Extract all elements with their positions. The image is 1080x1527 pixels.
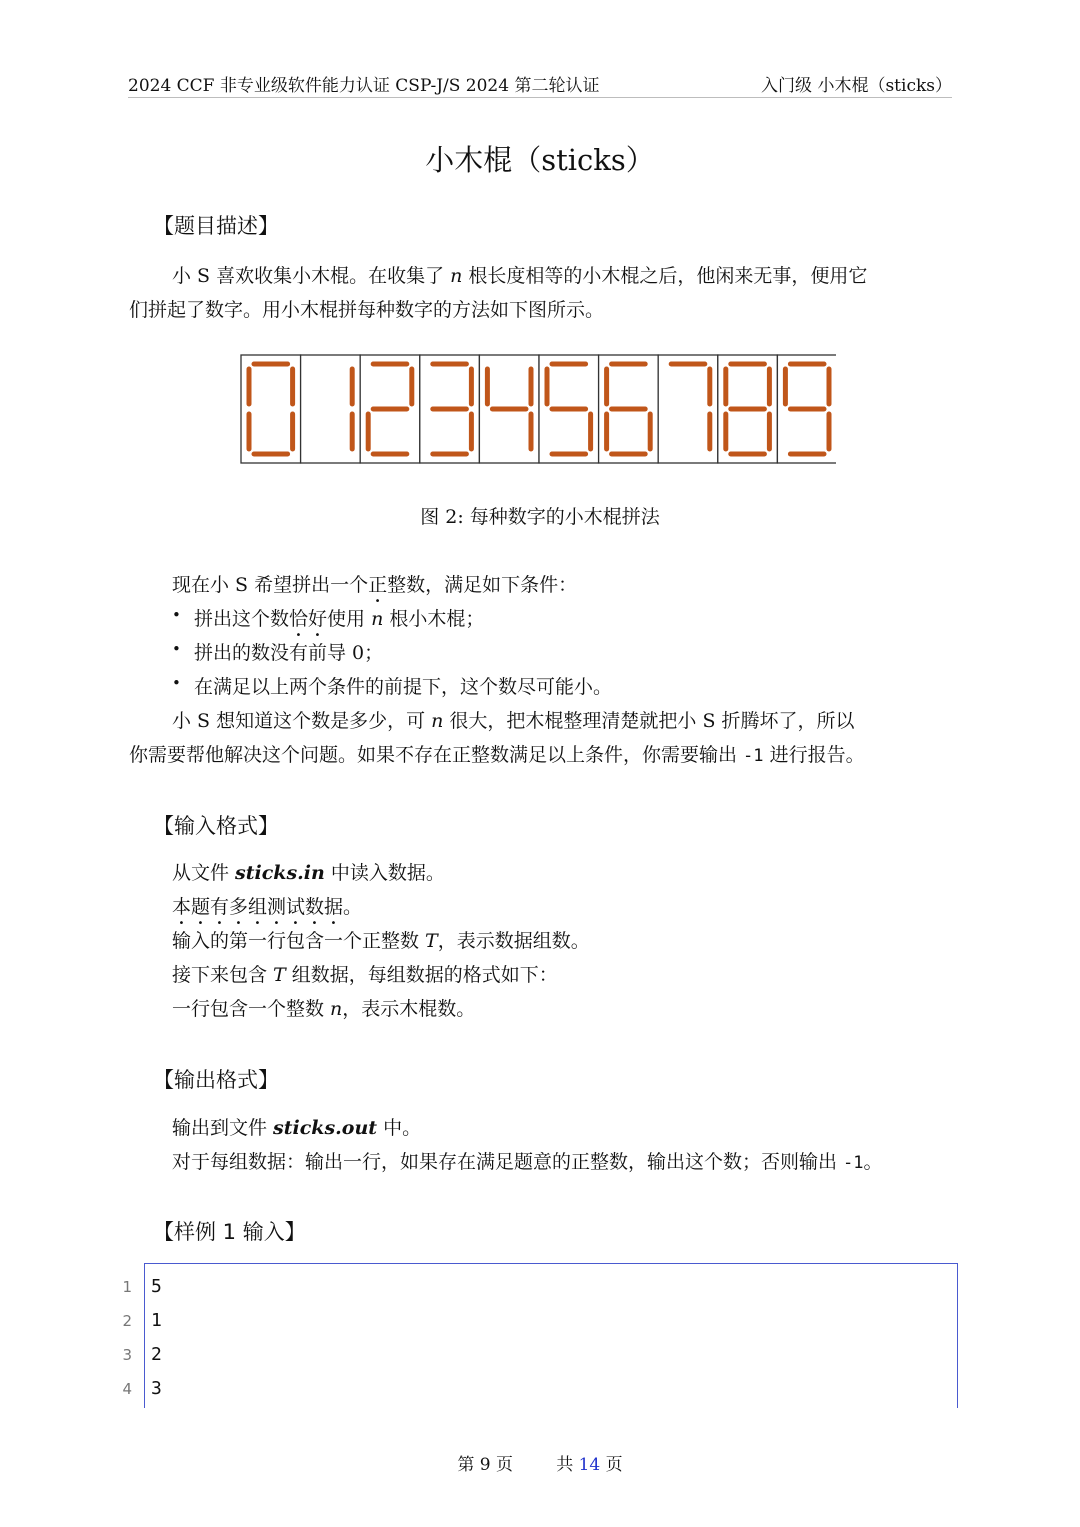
code-line: 1	[151, 1310, 162, 1331]
condition-item-2: 拼出的数没有前导 0；	[194, 642, 384, 664]
output-format-line2: 对于每组数据：输出一行，如果存在满足题意的正整数，输出这个数；否则输出 -1。	[172, 1151, 883, 1173]
section-input-format-heading: 【输入格式】	[153, 814, 279, 838]
input-format-line3: 输入的第一行包含一个正整数 T，表示数据组数。	[172, 930, 590, 952]
code-line-number: 3	[122, 1346, 132, 1364]
code-line-number: 4	[122, 1380, 132, 1398]
code-line-number: 1	[122, 1278, 132, 1296]
code-line-number: 2	[122, 1312, 132, 1330]
output-format-line1: 输出到文件 sticks.out 中。	[172, 1117, 422, 1139]
conditions-intro: 现在小 S 希望拼出一个正整数，满足如下条件：	[172, 574, 578, 596]
header-right: 入门级 小木棍（sticks）	[761, 76, 952, 96]
header-left: 2024 CCF 非专业级软件能力认证 CSP-J/S 2024 第二轮认证	[128, 76, 600, 96]
input-format-line5: 一行包含一个整数 n，表示木棍数。	[172, 998, 476, 1020]
input-format-line2: 本题有多组测试数据。	[172, 896, 363, 918]
condition-item-3: 在满足以上两个条件的前提下，这个数尽可能小。	[194, 676, 613, 698]
section-output-format-heading: 【输出格式】	[153, 1068, 279, 1092]
page-number: 9	[479, 1455, 491, 1475]
conditions-paragraph-line2: 你需要帮他解决这个问题。如果不存在正整数满足以上条件，你需要输出 -1 进行报告。	[129, 744, 865, 766]
bullet-marker: •	[172, 606, 181, 624]
input-format-line1: 从文件 sticks.in 中读入数据。	[172, 862, 445, 884]
conditions-paragraph-line1: 小 S 想知道这个数是多少，可 n 很大，把木棍整理清楚就把小 S 折腾坏了，所以	[172, 710, 855, 732]
code-line: 2	[151, 1344, 162, 1365]
description-paragraph-line2: 们拼起了数字。用小木棍拼每种数字的方法如下图所示。	[129, 299, 605, 321]
page-footer: 第 9 页 共 14 页	[457, 1455, 623, 1475]
section-description-heading: 【题目描述】	[153, 214, 279, 238]
digit-sticks-figure	[240, 354, 836, 464]
input-format-line4: 接下来包含 T 组数据，每组数据的格式如下：	[172, 964, 558, 986]
figure-caption: 图 2: 每种数字的小木棍拼法	[420, 506, 660, 528]
code-line: 3	[151, 1378, 162, 1399]
bullet-marker: •	[172, 640, 181, 658]
bullet-marker: •	[172, 674, 181, 692]
code-line: 5	[151, 1276, 162, 1297]
page-header	[128, 68, 952, 98]
section-sample1-input-heading: 【样例 1 输入】	[153, 1220, 306, 1244]
description-paragraph-line1: 小 S 喜欢收集小木棍。在收集了 n 根长度相等的小木棍之后，他闲来无事，便用它	[172, 265, 868, 287]
total-pages: 14	[578, 1455, 601, 1475]
sample-input-code-box	[144, 1263, 958, 1408]
page-title: 小木棍（sticks）	[425, 143, 655, 177]
condition-item-1: 拼出这个数恰好使用 n 根小木棍；	[194, 608, 485, 630]
